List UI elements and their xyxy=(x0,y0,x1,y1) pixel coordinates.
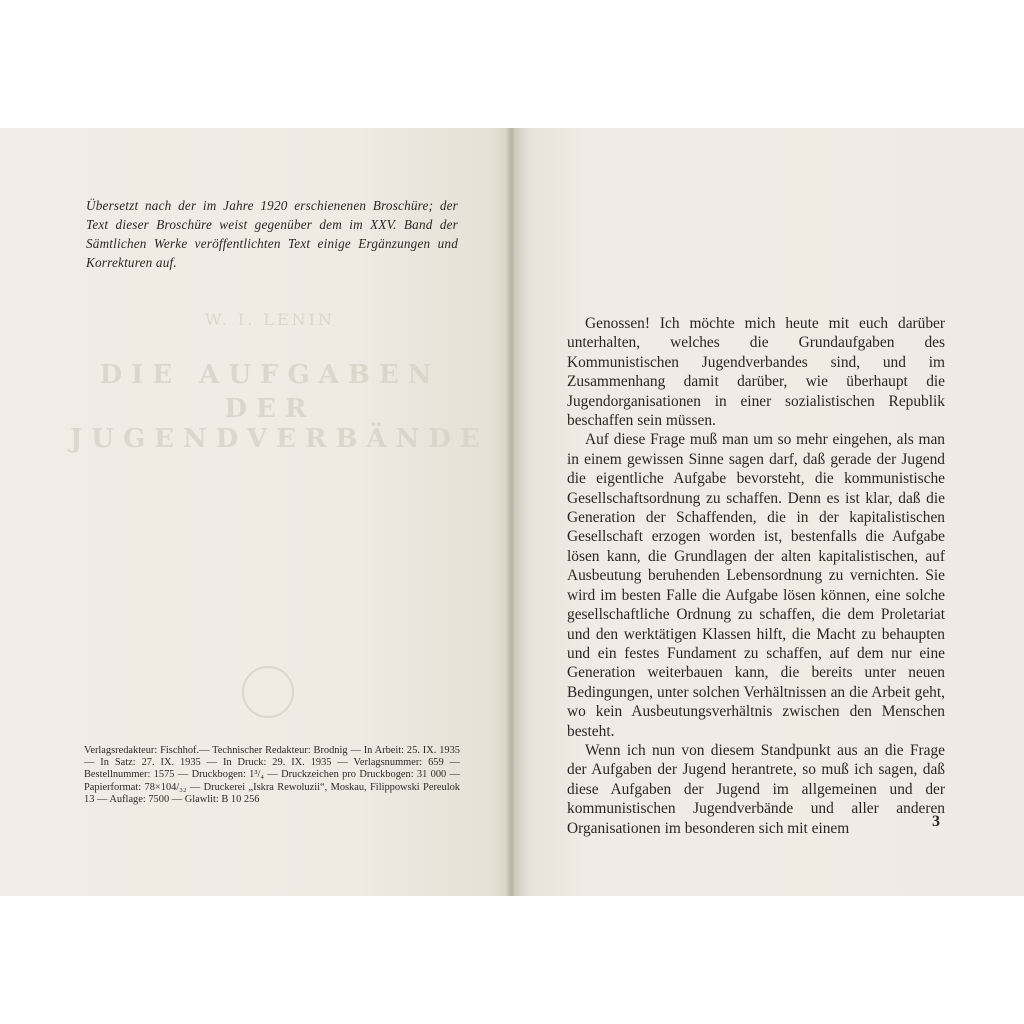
page-number: 3 xyxy=(932,813,940,830)
show-through-title-line-1: DIE AUFGABEN xyxy=(99,360,441,390)
main-text xyxy=(567,314,945,838)
paragraph: Auf diese Frage muß man um so mehr eingehen, als man in einem gewissen Sinne sagen darf, daß gerade der Jugend die eigentliche Aufgabe bevorsteht, die kommunistische Gesellschaftsordnung zu schaffen. Denn es ist klar, daß die Generation der Schaffenden, die in der kapitalistischen Gesellschaft erzogen worden ist, bestenfalls die Aufgabe lösen kann, die Grundlagen der alten kapitalistischen, auf Ausbeutung beruhenden Lebensordnung zu vernichten. Sie wird im besten Falle die Aufgabe lösen können, eine solche gesellschaftliche Ordnung zu schaffen, die dem Proletariat und den werktätigen Klassen hilft, die Macht zu behaupten und ein festes Fundament zu schaffen, auf dem nur eine Generation weiterbauen kann, die bereits unter neuen Bedingungen, unter solchen Verhältnissen an die Arbeit geht, wo kein Ausbeutungsverhältnis zwischen den Menschen besteht. xyxy=(567,431,945,740)
book-spread xyxy=(0,128,1024,896)
left-page xyxy=(0,128,510,896)
paragraph: Genossen! Ich möchte mich heute mit euch darüber unterhalten, welches die Grundaufgaben des Kommunistischen Jugendverbandes sind, und im Zusammenhang damit darüber, wie überhaupt die Jugendorganisationen in einer sozialistischen Republik beschaffen sein müssen. xyxy=(567,315,945,430)
show-through-title-line-2: DER JUGENDVERBÄNDE xyxy=(70,394,489,454)
show-through-author: W. I. LENIN xyxy=(205,310,335,329)
translation-note: Übersetzt nach der im Jahre 1920 erschienenen Broschüre; der Text dieser Broschüre weist gegenüber dem im XXV. Band der Sämtlichen Werke veröffentlichten Text einige Ergänzungen und Korrekturen auf. xyxy=(86,198,458,270)
publisher-imprint: Verlagsredakteur: Fischhof.— Technischer Redakteur: Brodnig — In Arbeit: 25. IX. 1935 — In Satz: 27. IX. 1935 — In Druck: 29. IX. 1935 — Verlagsnummer: 659 — Bestellnummer: 1575 — Druckbogen: 1³/₄ — Druckzeichen pro Druckbogen: 31 000 — Papierformat: 78×104/₃₂ — Druckerei „Iskra Rewoluzii“, Moskau, Filippowski Pereulok 13 — Auflage: 7500 — Glawlit: B 10 256 xyxy=(84,745,460,805)
paragraph: Wenn ich nun von diesem Standpunkt aus an die Frage der Aufgaben der Jugend herantrete, so muß ich sagen, daß diese Aufgaben der Jugend im allgemeinen und der kommunistischen Jugendverbände und aller anderen Organisationen im besonderen sich mit einem xyxy=(567,741,945,837)
show-through-emblem-icon xyxy=(242,666,294,718)
